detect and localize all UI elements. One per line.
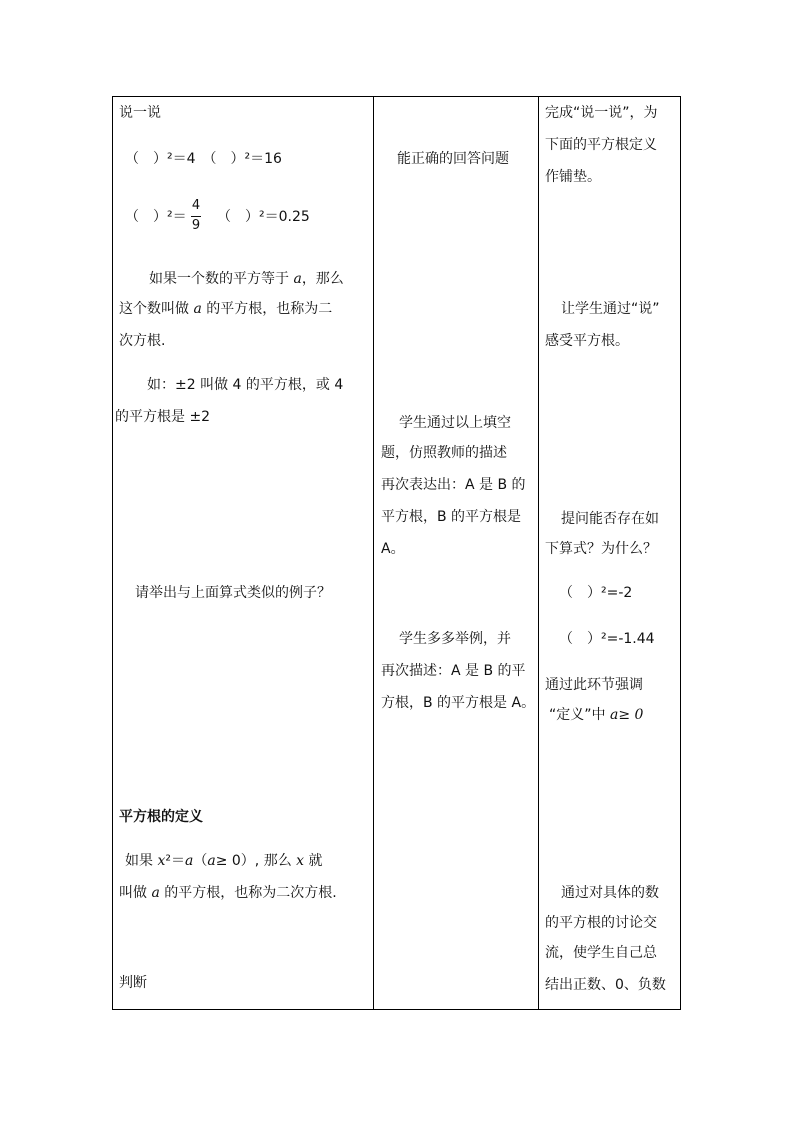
col2-text: 方根，B 的平方根是 A。 — [381, 695, 536, 711]
equation-line: （ ）²＝4 （ ）²＝16 — [125, 151, 282, 167]
example-line: 的平方根是 ±2 — [115, 409, 211, 425]
para-line: 这个数叫做 a 的平方根，也称为二 — [119, 301, 333, 317]
col3-text: 结出正数、0、负数 — [545, 977, 666, 993]
definition-line: 叫做 a 的平方根，也称为二次方根. — [119, 885, 337, 901]
equation-line-left: （ ）²＝ — [125, 209, 187, 225]
col2-text: 平方根，B 的平方根是 — [381, 509, 522, 525]
fraction-numerator: 4 — [191, 198, 201, 213]
definition-line: 如果 x²＝a（a≥ 0）, 那么 x 就 — [125, 853, 323, 869]
column-divider — [373, 97, 374, 1009]
col2-text: 题，仿照教师的描述 — [381, 445, 507, 461]
col3-equation: （ ）²=-1.44 — [559, 631, 655, 647]
col2-text: 学生多多举例，并 — [399, 631, 511, 647]
para-line: 如果一个数的平方等于 a，那么 — [149, 271, 344, 287]
fraction-denominator: 9 — [191, 218, 201, 233]
col3-text: 通过此环节强调 — [545, 677, 643, 693]
col2-text: 能正确的回答问题 — [397, 151, 509, 167]
col3-text: 作铺垫。 — [545, 169, 601, 185]
fraction-bar — [191, 216, 201, 217]
col2-text: 再次表达出：A 是 B 的 — [381, 477, 526, 493]
col3-text: 提问能否存在如 — [561, 511, 659, 527]
para-line: 次方根. — [119, 333, 166, 349]
col3-text: 感受平方根。 — [545, 333, 629, 349]
col2-text: 学生通过以上填空 — [399, 415, 511, 431]
definition-heading: 平方根的定义 — [119, 809, 203, 825]
col3-text: “定义”中 a≥ 0 — [549, 707, 644, 723]
col3-text: 下算式？为什么？ — [545, 541, 657, 557]
col2-text: A。 — [381, 541, 405, 557]
col3-equation: （ ）²=-2 — [559, 585, 633, 601]
col3-text: 的平方根的讨论交 — [545, 915, 657, 931]
col3-text: 通过对具体的数 — [561, 885, 659, 901]
col2-text: 再次描述：A 是 B 的平 — [381, 663, 526, 679]
section-heading: 说一说 — [119, 105, 161, 121]
question-text: 请举出与上面算式类似的例子？ — [135, 585, 331, 601]
col3-text: 下面的平方根定义 — [545, 137, 657, 153]
equation-line-right: （ ）²＝0.25 — [217, 209, 310, 225]
col3-text: 流，使学生自己总 — [545, 945, 657, 961]
col3-text: 让学生通过“说” — [561, 301, 660, 317]
judge-heading: 判断 — [119, 975, 147, 991]
lesson-table — [112, 96, 681, 1010]
col3-text: 完成“说一说”，为 — [545, 105, 658, 121]
column-divider — [538, 97, 539, 1009]
example-line: 如：±2 叫做 4 的平方根，或 4 — [147, 377, 344, 393]
